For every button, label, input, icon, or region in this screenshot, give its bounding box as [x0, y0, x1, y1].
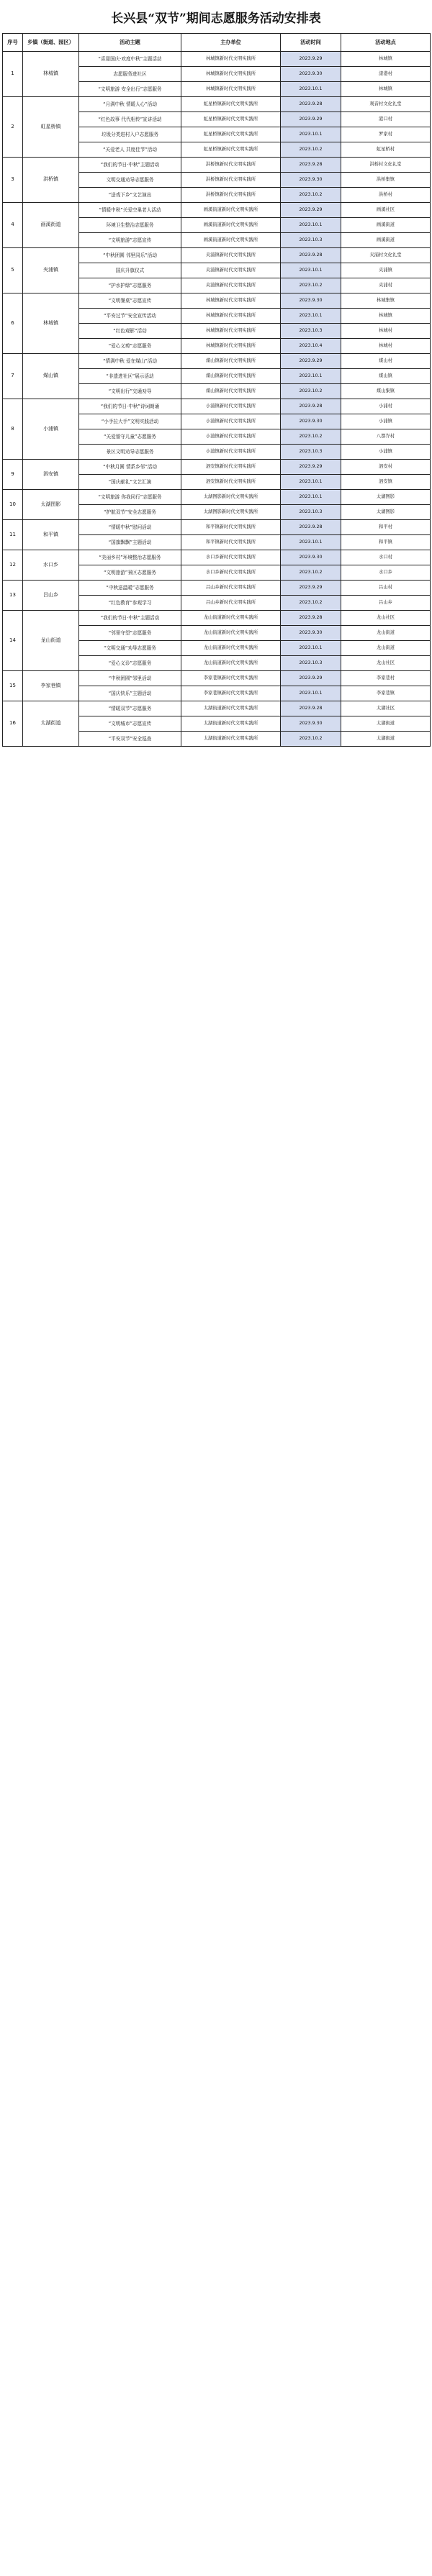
cell-dept: 泗安镇新时代文明实践所 [181, 475, 281, 490]
cell-seq: 12 [3, 550, 23, 581]
cell-location: 林城镇 [341, 52, 431, 67]
cell-time: 2023.10.1 [281, 369, 341, 384]
cell-dept: 太湖图影新时代文明实践所 [181, 505, 281, 520]
cell-time: 2023.9.29 [281, 671, 341, 686]
cell-dept: 太湖街道新时代文明实践所 [181, 701, 281, 716]
table-row [3, 399, 431, 414]
col-header-town: 乡镇（街道、园区） [23, 34, 79, 52]
cell-dept: 水口乡新时代文明实践所 [181, 565, 281, 581]
cell-time: 2023.9.29 [281, 52, 341, 67]
cell-dept: 林城镇新时代文明实践所 [181, 309, 281, 324]
cell-location: 李家巷镇 [341, 686, 431, 701]
cell-topic: “喜迎国庆·欢度中秋”主题活动 [79, 52, 181, 67]
cell-topic: “关爱老人 共度佳节”活动 [79, 142, 181, 158]
cell-topic: “中秋团圆”邻里活动 [79, 671, 181, 686]
cell-topic: “文明旅游”景区志愿服务 [79, 565, 181, 581]
cell-dept: 洪桥镇新时代文明实践所 [181, 158, 281, 173]
cell-location: 和平镇 [341, 535, 431, 550]
cell-topic: “非遗进社区”展示活动 [79, 369, 181, 384]
cell-topic: “月满中秋 情暖人心”活动 [79, 97, 181, 112]
table-row [3, 520, 431, 535]
cell-time: 2023.10.3 [281, 505, 341, 520]
table-row [3, 550, 431, 565]
cell-topic: “送戏下乡”文艺演出 [79, 188, 181, 203]
cell-town: 李家巷镇 [23, 671, 79, 701]
cell-topic: “小手拉大手”文明实践活动 [79, 414, 181, 429]
cell-seq: 6 [3, 293, 23, 354]
cell-location: 小浦镇 [341, 445, 431, 460]
cell-location: 罗家村 [341, 127, 431, 142]
cell-dept: 画溪街道新时代文明实践所 [181, 233, 281, 248]
cell-topic: “护水护绿”志愿服务 [79, 278, 181, 293]
cell-time: 2023.9.28 [281, 97, 341, 112]
cell-dept: 龙山街道新时代文明实践所 [181, 656, 281, 671]
cell-time: 2023.9.30 [281, 414, 341, 429]
col-header-location: 活动地点 [341, 34, 431, 52]
cell-dept: 太湖街道新时代文明实践所 [181, 732, 281, 747]
cell-topic: “中秋团圆 邻里同乐”活动 [79, 248, 181, 263]
cell-dept: 林城镇新时代文明实践所 [181, 82, 281, 97]
cell-town: 泗安镇 [23, 460, 79, 490]
cell-location: 港口村 [341, 112, 431, 127]
cell-topic: “红色教育”参观学习 [79, 596, 181, 611]
cell-time: 2023.10.2 [281, 732, 341, 747]
cell-seq: 2 [3, 97, 23, 158]
cell-topic: “情满中秋 爱在煤山”活动 [79, 354, 181, 369]
cell-topic: “平安双节”安全巡查 [79, 732, 181, 747]
cell-dept: 李家巷镇新时代文明实践所 [181, 671, 281, 686]
cell-town: 林城镇 [23, 52, 79, 97]
cell-town: 洪桥镇 [23, 158, 79, 203]
cell-location: 龙山街道 [341, 641, 431, 656]
cell-dept: 泗安镇新时代文明实践所 [181, 460, 281, 475]
cell-time: 2023.10.1 [281, 127, 341, 142]
cell-seq: 4 [3, 203, 23, 248]
cell-location: 林城集镇 [341, 293, 431, 309]
cell-topic: “文明旅游 安全出行”志愿服务 [79, 82, 181, 97]
cell-town: 龙山街道 [23, 611, 79, 671]
cell-dept: 吕山乡新时代文明实践所 [181, 581, 281, 596]
cell-seq: 1 [3, 52, 23, 97]
table-row [3, 581, 431, 596]
page-title: 长兴县“双节”期间志愿服务活动安排表 [111, 11, 321, 26]
cell-topic: “情暖中秋”慰问活动 [79, 520, 181, 535]
cell-seq: 11 [3, 520, 23, 550]
cell-dept: 林城镇新时代文明实践所 [181, 293, 281, 309]
cell-location: 太湖图影 [341, 490, 431, 505]
cell-location: 煤山集镇 [341, 384, 431, 399]
cell-location: 龙山街道 [341, 626, 431, 641]
cell-time: 2023.10.3 [281, 656, 341, 671]
cell-location: 林城镇 [341, 82, 431, 97]
cell-dept: 洪桥镇新时代文明实践所 [181, 173, 281, 188]
cell-location: 八都岕村 [341, 429, 431, 445]
cell-seq: 8 [3, 399, 23, 460]
cell-dept: 煤山镇新时代文明实践所 [181, 369, 281, 384]
cell-location: 泗安村 [341, 460, 431, 475]
cell-town: 太湖图影 [23, 490, 79, 520]
cell-location: 洪桥村 [341, 188, 431, 203]
cell-topic: “中秋送温暖”志愿服务 [79, 581, 181, 596]
cell-time: 2023.10.2 [281, 429, 341, 445]
cell-time: 2023.10.1 [281, 263, 341, 278]
cell-location: 太湖社区 [341, 701, 431, 716]
cell-time: 2023.9.28 [281, 158, 341, 173]
cell-dept: 虹星桥镇新时代文明实践所 [181, 112, 281, 127]
cell-time: 2023.9.28 [281, 520, 341, 535]
cell-topic: “国庆献礼”文艺汇演 [79, 475, 181, 490]
cell-dept: 小浦镇新时代文明实践所 [181, 445, 281, 460]
cell-time: 2023.9.30 [281, 626, 341, 641]
cell-topic: “红色观影”活动 [79, 324, 181, 339]
cell-dept: 虹星桥镇新时代文明实践所 [181, 142, 281, 158]
cell-topic: “情暖双节”志愿服务 [79, 701, 181, 716]
cell-time: 2023.9.29 [281, 112, 341, 127]
cell-time: 2023.10.2 [281, 384, 341, 399]
cell-topic: “我们的节日·中秋”主题活动 [79, 611, 181, 626]
cell-dept: 小浦镇新时代文明实践所 [181, 414, 281, 429]
cell-dept: 龙山街道新时代文明实践所 [181, 641, 281, 656]
cell-location: 和平村 [341, 520, 431, 535]
cell-topic: “文明城市”志愿宣传 [79, 716, 181, 732]
cell-time: 2023.9.30 [281, 173, 341, 188]
cell-time: 2023.9.28 [281, 611, 341, 626]
cell-dept: 和平镇新时代文明实践所 [181, 535, 281, 550]
cell-seq: 16 [3, 701, 23, 747]
cell-location: 漾港村 [341, 67, 431, 82]
cell-topic: “文明旅游”志愿宣传 [79, 233, 181, 248]
cell-time: 2023.9.28 [281, 248, 341, 263]
cell-location: 画溪街道 [341, 218, 431, 233]
cell-dept: 水口乡新时代文明实践所 [181, 550, 281, 565]
cell-location: 太湖街道 [341, 716, 431, 732]
activity-table [2, 33, 431, 747]
cell-location: 李家巷村 [341, 671, 431, 686]
cell-time: 2023.10.1 [281, 535, 341, 550]
cell-location: 小浦村 [341, 399, 431, 414]
cell-dept: 李家巷镇新时代文明实践所 [181, 686, 281, 701]
cell-time: 2023.9.30 [281, 293, 341, 309]
cell-location: 煤山村 [341, 354, 431, 369]
cell-topic: “文明出行”交通劝导 [79, 384, 181, 399]
table-row [3, 460, 431, 475]
cell-time: 2023.10.1 [281, 218, 341, 233]
cell-town: 吕山乡 [23, 581, 79, 611]
cell-location: 夹浦镇 [341, 263, 431, 278]
cell-dept: 林城镇新时代文明实践所 [181, 339, 281, 354]
cell-location: 画溪街道 [341, 233, 431, 248]
cell-dept: 虹星桥镇新时代文明实践所 [181, 127, 281, 142]
cell-dept: 画溪街道新时代文明实践所 [181, 218, 281, 233]
table-header-row [3, 34, 431, 52]
cell-topic: “红色故事 代代相传”宣讲活动 [79, 112, 181, 127]
cell-time: 2023.10.1 [281, 686, 341, 701]
cell-topic: “爱心义剪”志愿服务 [79, 339, 181, 354]
cell-location: 画溪社区 [341, 203, 431, 218]
cell-topic: “文明餐桌”志愿宣传 [79, 293, 181, 309]
cell-topic: “中秋月圆 情系乡邻”活动 [79, 460, 181, 475]
cell-dept: 林城镇新时代文明实践所 [181, 324, 281, 339]
table-row [3, 203, 431, 218]
cell-time: 2023.10.3 [281, 324, 341, 339]
cell-time: 2023.10.3 [281, 233, 341, 248]
cell-dept: 虹星桥镇新时代文明实践所 [181, 97, 281, 112]
cell-time: 2023.9.29 [281, 581, 341, 596]
cell-topic: 志愿服务进社区 [79, 67, 181, 82]
cell-seq: 9 [3, 460, 23, 490]
cell-dept: 和平镇新时代文明实践所 [181, 520, 281, 535]
cell-time: 2023.9.28 [281, 399, 341, 414]
cell-dept: 龙山街道新时代文明实践所 [181, 626, 281, 641]
cell-topic: “文明交通”劝导志愿服务 [79, 641, 181, 656]
col-header-dept: 主办单位 [181, 34, 281, 52]
cell-dept: 太湖图影新时代文明实践所 [181, 490, 281, 505]
cell-dept: 林城镇新时代文明实践所 [181, 52, 281, 67]
cell-time: 2023.9.30 [281, 716, 341, 732]
table-row [3, 671, 431, 686]
cell-time: 2023.9.30 [281, 550, 341, 565]
cell-town: 太湖街道 [23, 701, 79, 747]
cell-location: 龙山社区 [341, 611, 431, 626]
cell-time: 2023.9.29 [281, 354, 341, 369]
table-row [3, 490, 431, 505]
cell-topic: 环境卫生整治志愿服务 [79, 218, 181, 233]
cell-town: 夹浦镇 [23, 248, 79, 293]
cell-topic: “邻里守望”志愿服务 [79, 626, 181, 641]
cell-topic: “平安过节”安全宣传活动 [79, 309, 181, 324]
cell-location: 太湖图影 [341, 505, 431, 520]
cell-town: 煤山镇 [23, 354, 79, 399]
cell-dept: 夹浦镇新时代文明实践所 [181, 278, 281, 293]
cell-location: 洪桥集镇 [341, 173, 431, 188]
cell-seq: 10 [3, 490, 23, 520]
cell-topic: “关爱留守儿童”志愿服务 [79, 429, 181, 445]
cell-dept: 吕山乡新时代文明实践所 [181, 596, 281, 611]
cell-time: 2023.10.1 [281, 309, 341, 324]
cell-town: 画溪街道 [23, 203, 79, 248]
cell-location: 煤山镇 [341, 369, 431, 384]
table-row [3, 354, 431, 369]
cell-time: 2023.9.29 [281, 203, 341, 218]
cell-location: 吕山村 [341, 581, 431, 596]
cell-time: 2023.10.1 [281, 641, 341, 656]
cell-location: 林城镇 [341, 309, 431, 324]
cell-dept: 夹浦镇新时代文明实践所 [181, 248, 281, 263]
cell-dept: 煤山镇新时代文明实践所 [181, 354, 281, 369]
cell-location: 水口乡 [341, 565, 431, 581]
cell-location: 太湖街道 [341, 732, 431, 747]
cell-seq: 15 [3, 671, 23, 701]
cell-topic: “国庆快乐”主题活动 [79, 686, 181, 701]
cell-time: 2023.10.4 [281, 339, 341, 354]
cell-topic: “美丽乡村”环境整治志愿服务 [79, 550, 181, 565]
cell-time: 2023.9.28 [281, 701, 341, 716]
cell-topic: “文明旅游 你我同行”志愿服务 [79, 490, 181, 505]
cell-topic: “护航双节”安全志愿服务 [79, 505, 181, 520]
cell-seq: 5 [3, 248, 23, 293]
table-row [3, 158, 431, 173]
cell-topic: “爱心义诊”志愿服务 [79, 656, 181, 671]
cell-location: 龙山社区 [341, 656, 431, 671]
cell-dept: 小浦镇新时代文明实践所 [181, 429, 281, 445]
cell-time: 2023.10.2 [281, 142, 341, 158]
cell-topic: “情暖中秋”关爱空巢老人活动 [79, 203, 181, 218]
cell-dept: 画溪街道新时代文明实践所 [181, 203, 281, 218]
cell-time: 2023.10.2 [281, 565, 341, 581]
cell-time: 2023.10.3 [281, 445, 341, 460]
cell-time: 2023.10.1 [281, 82, 341, 97]
cell-dept: 小浦镇新时代文明实践所 [181, 399, 281, 414]
cell-location: 观音村文化礼堂 [341, 97, 431, 112]
cell-topic: “我们的节日·中秋”主题活动 [79, 158, 181, 173]
cell-time: 2023.10.2 [281, 188, 341, 203]
col-header-seq: 序号 [3, 34, 23, 52]
cell-time: 2023.10.1 [281, 490, 341, 505]
cell-town: 水口乡 [23, 550, 79, 581]
cell-location: 夹浦村文化礼堂 [341, 248, 431, 263]
cell-location: 虹星桥村 [341, 142, 431, 158]
cell-dept: 洪桥镇新时代文明实践所 [181, 188, 281, 203]
cell-location: 夹浦村 [341, 278, 431, 293]
table-row [3, 52, 431, 67]
table-row [3, 97, 431, 112]
cell-topic: 国庆升旗仪式 [79, 263, 181, 278]
cell-town: 林城镇 [23, 293, 79, 354]
table-row [3, 611, 431, 626]
cell-time: 2023.9.30 [281, 67, 341, 82]
cell-location: 林城村 [341, 339, 431, 354]
cell-location: 洪桥村文化礼堂 [341, 158, 431, 173]
cell-topic: 文明交通劝导志愿服务 [79, 173, 181, 188]
cell-time: 2023.10.2 [281, 596, 341, 611]
cell-location: 林城村 [341, 324, 431, 339]
cell-dept: 太湖街道新时代文明实践所 [181, 716, 281, 732]
cell-town: 虹星桥镇 [23, 97, 79, 158]
cell-location: 吕山乡 [341, 596, 431, 611]
cell-dept: 龙山街道新时代文明实践所 [181, 611, 281, 626]
cell-topic: “国旗飘飘”主题活动 [79, 535, 181, 550]
table-body [3, 52, 431, 747]
cell-dept: 林城镇新时代文明实践所 [181, 67, 281, 82]
cell-town: 和平镇 [23, 520, 79, 550]
cell-town: 小浦镇 [23, 399, 79, 460]
cell-location: 水口村 [341, 550, 431, 565]
table-row [3, 293, 431, 309]
cell-dept: 夹浦镇新时代文明实践所 [181, 263, 281, 278]
cell-seq: 7 [3, 354, 23, 399]
cell-time: 2023.9.29 [281, 460, 341, 475]
cell-topic: “我们的节日·中秋”诗词朗诵 [79, 399, 181, 414]
col-header-topic: 活动主题 [79, 34, 181, 52]
table-row [3, 248, 431, 263]
cell-dept: 煤山镇新时代文明实践所 [181, 384, 281, 399]
cell-seq: 3 [3, 158, 23, 203]
cell-topic: 垃圾分类进村入户志愿服务 [79, 127, 181, 142]
cell-seq: 14 [3, 611, 23, 671]
cell-time: 2023.10.2 [281, 278, 341, 293]
cell-location: 泗安镇 [341, 475, 431, 490]
cell-seq: 13 [3, 581, 23, 611]
cell-location: 小浦镇 [341, 414, 431, 429]
table-row [3, 701, 431, 716]
col-header-time: 活动时间 [281, 34, 341, 52]
cell-topic: 景区文明劝导志愿服务 [79, 445, 181, 460]
cell-time: 2023.10.1 [281, 475, 341, 490]
